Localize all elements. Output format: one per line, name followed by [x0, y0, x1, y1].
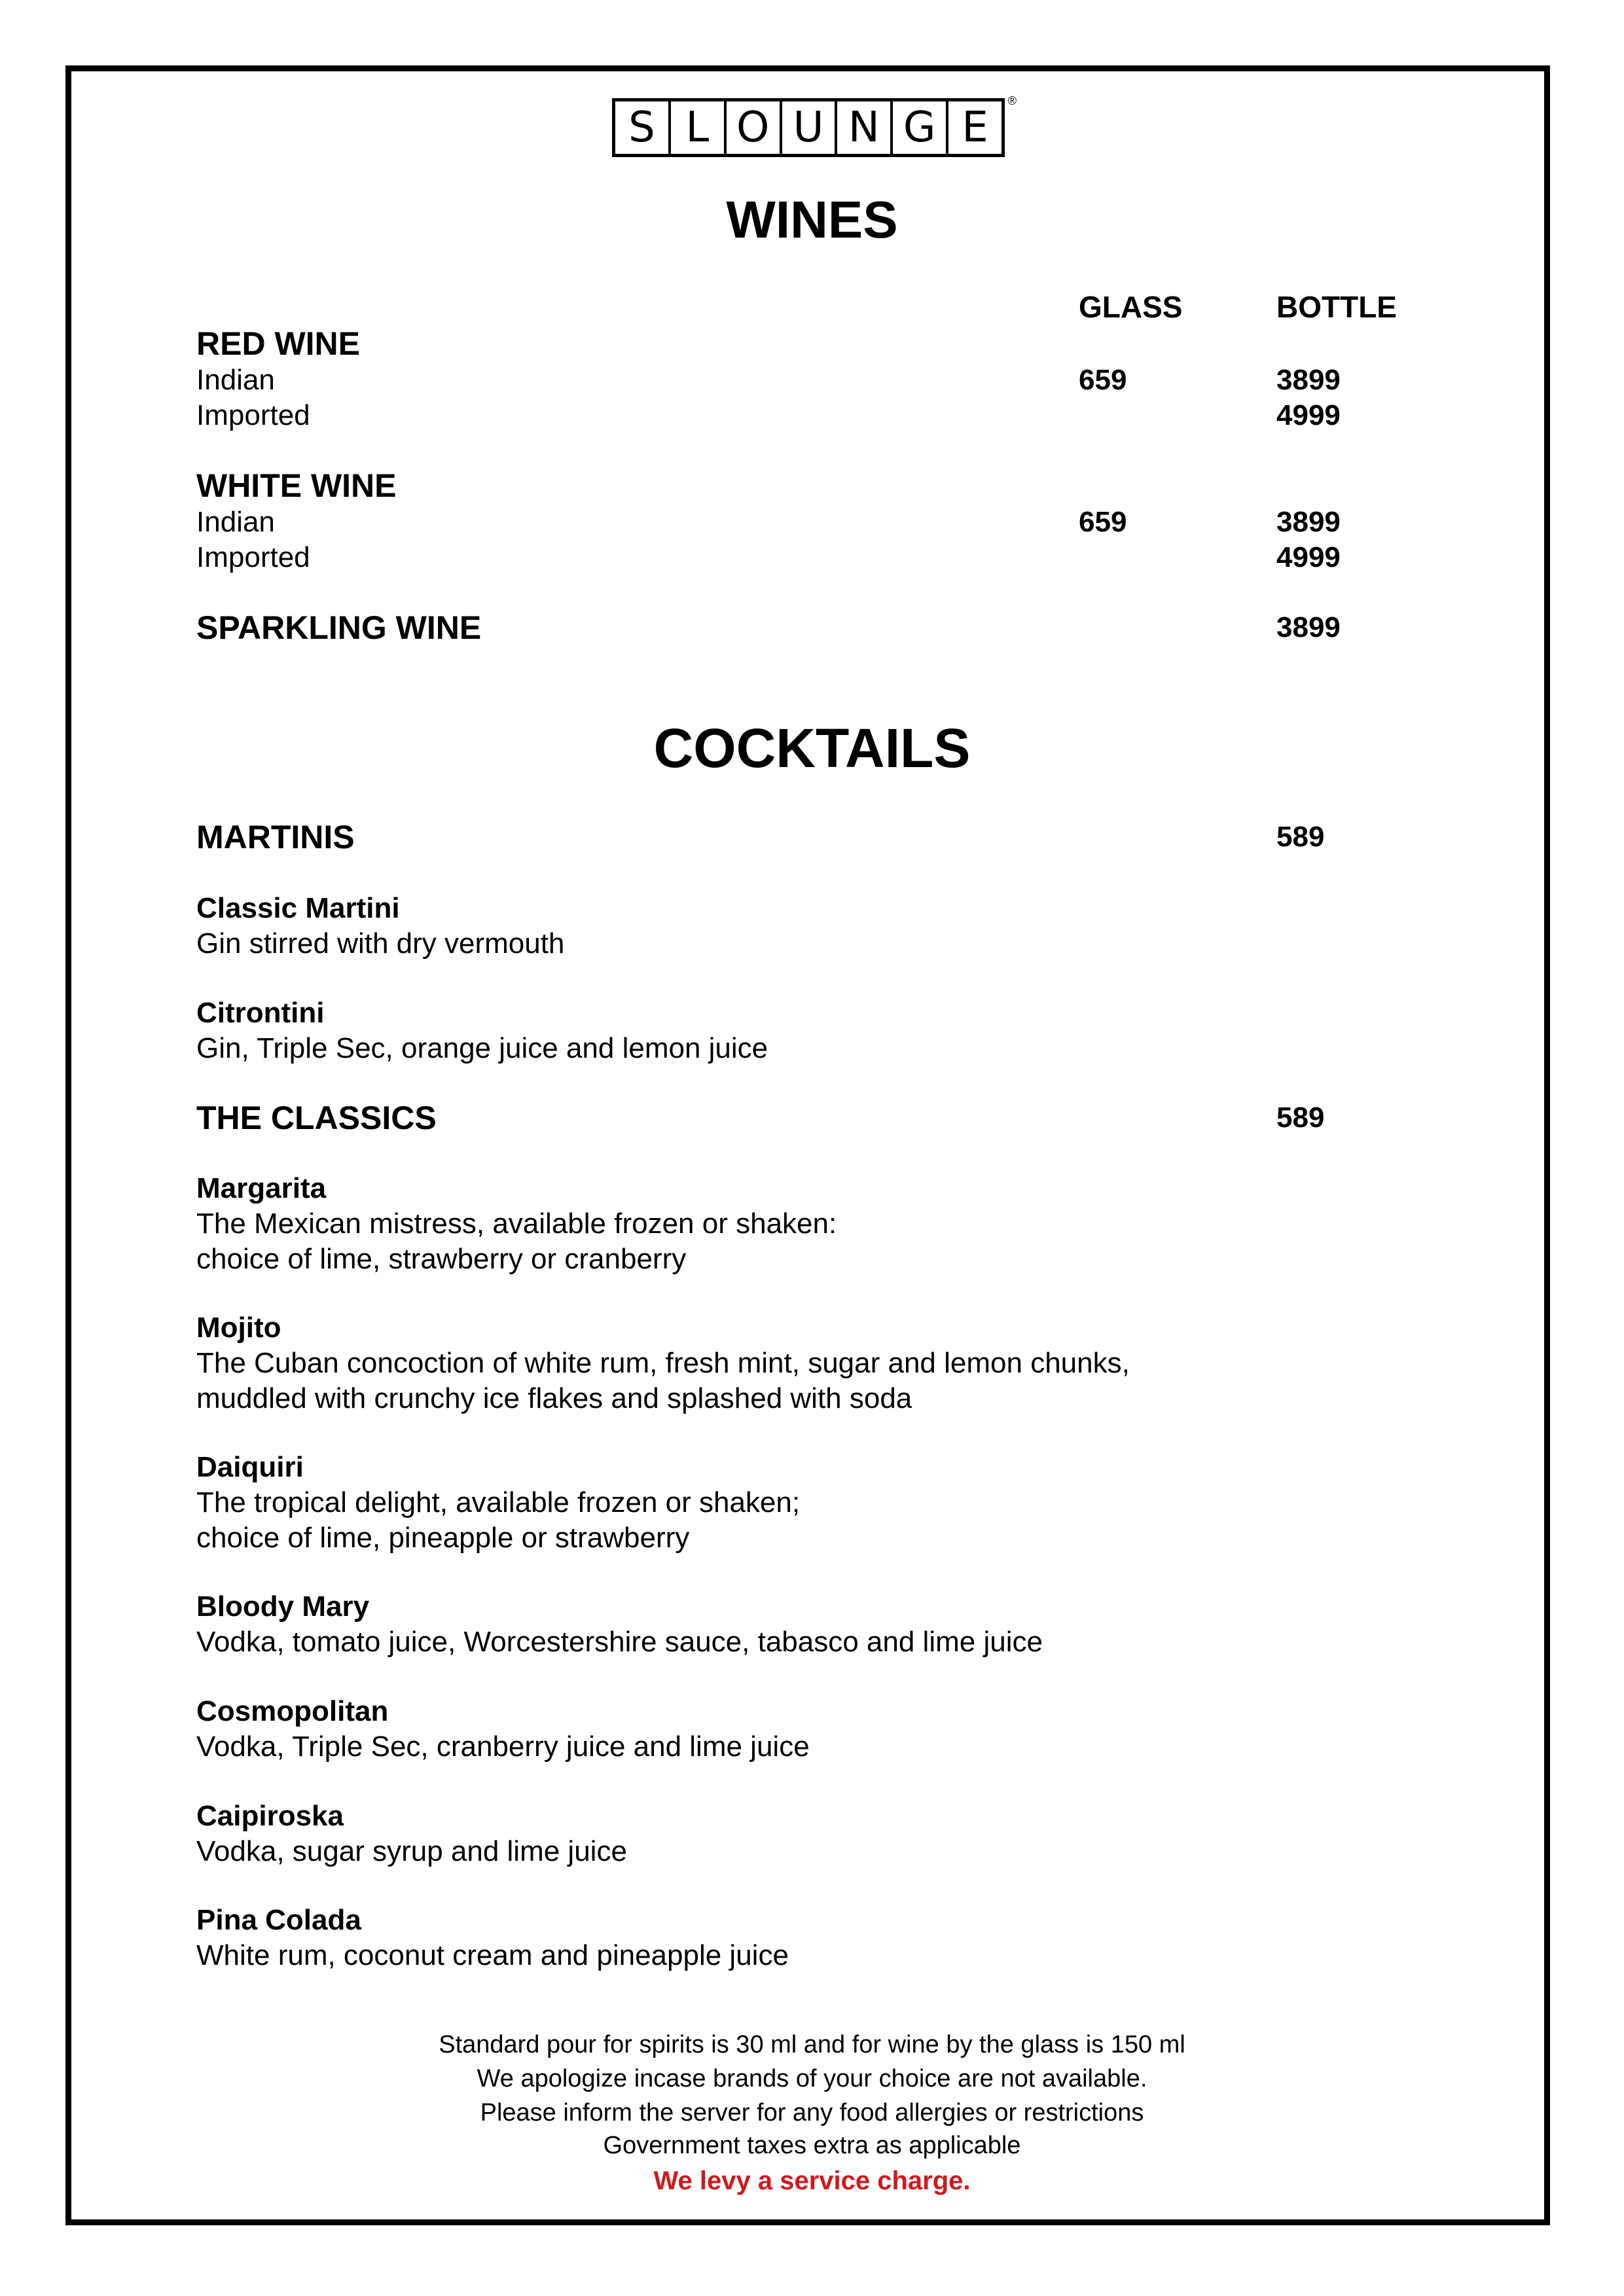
cocktail-description: Vodka, Triple Sec, cranberry juice and lime juice	[196, 1731, 810, 1763]
cocktail-name: Daiquiri	[196, 1451, 304, 1483]
sparkling-wine-category: SPARKLING WINE	[196, 609, 482, 646]
sparkling-wine-bottle-price: 3899	[1276, 611, 1341, 643]
the-classics-category: THE CLASSICS	[196, 1100, 437, 1136]
cocktail-name: Caipiroska	[196, 1800, 344, 1832]
logo-letter: N	[837, 101, 893, 154]
red-wine-indian-bottle-price: 3899	[1276, 364, 1341, 396]
logo-letter: L	[671, 101, 727, 154]
martinis-category: MARTINIS	[196, 819, 355, 855]
footer-service-charge: We levy a service charge.	[653, 2166, 971, 2195]
cocktail-description: The Mexican mistress, available frozen or shaken:	[196, 1208, 837, 1240]
red-wine-category: RED WINE	[196, 325, 360, 362]
cocktail-name: Pina Colada	[196, 1904, 361, 1936]
white-wine-imported: Imported	[196, 541, 310, 573]
registered-mark: ®	[1007, 94, 1017, 107]
cocktail-name: Mojito	[196, 1312, 281, 1344]
cocktails-heading: COCKTAILS	[653, 717, 971, 779]
logo-letter: S	[615, 101, 671, 154]
cocktail-description: choice of lime, pineapple or strawberry	[196, 1522, 690, 1554]
bottle-column-header: BOTTLE	[1276, 290, 1397, 324]
cocktail-name: Classic Martini	[196, 892, 400, 924]
martinis-price: 589	[1276, 821, 1325, 853]
logo-letter-boxes	[612, 98, 1005, 157]
footer-pour-note: Standard pour for spirits is 30 ml and for wine by the glass is 150 ml	[439, 2031, 1185, 2058]
cocktail-name: Cosmopolitan	[196, 1695, 389, 1727]
red-wine-indian: Indian	[196, 364, 275, 396]
cocktail-description: The Cuban concoction of white rum, fresh mint, sugar and lemon chunks,	[196, 1347, 1130, 1379]
logo-letter: O	[727, 101, 782, 154]
white-wine-indian: Indian	[196, 506, 275, 538]
red-wine-imported-bottle-price: 4999	[1276, 399, 1341, 431]
white-wine-imported-bottle-price: 4999	[1276, 541, 1341, 573]
cocktail-description: Gin, Triple Sec, orange juice and lemon juice	[196, 1032, 768, 1064]
cocktail-name: Margarita	[196, 1172, 327, 1204]
footer-allergy-note: Please inform the server for any food allergies or restrictions	[480, 2099, 1144, 2126]
slounge-logo	[612, 94, 1017, 157]
cocktail-description: White rum, coconut cream and pineapple juice	[196, 1939, 789, 1971]
logo-letter: G	[893, 101, 948, 154]
wines-heading: WINES	[726, 190, 898, 249]
red-wine-indian-glass-price: 659	[1079, 364, 1127, 396]
cocktail-description: Gin stirred with dry vermouth	[196, 927, 565, 960]
cocktail-description: The tropical delight, available frozen or shaken;	[196, 1486, 801, 1518]
glass-column-header: GLASS	[1079, 290, 1183, 324]
cocktail-description: choice of lime, strawberry or cranberry	[196, 1243, 687, 1275]
cocktail-description: muddled with crunchy ice flakes and splashed with soda	[196, 1382, 912, 1414]
the-classics-price: 589	[1276, 1102, 1325, 1134]
cocktail-description: Vodka, sugar syrup and lime juice	[196, 1835, 627, 1867]
footer-tax-note: Government taxes extra as applicable	[603, 2132, 1021, 2159]
cocktail-name: Citrontini	[196, 997, 325, 1029]
logo-letter: E	[962, 103, 988, 152]
cocktail-description: Vodka, tomato juice, Worcestershire sauce, tabasco and lime juice	[196, 1626, 1043, 1658]
cocktail-name: Bloody Mary	[196, 1590, 370, 1623]
white-wine-indian-glass-price: 659	[1079, 506, 1127, 538]
red-wine-imported: Imported	[196, 399, 310, 431]
logo-letter: U	[782, 101, 838, 154]
footer-brand-note: We apologize incase brands of your choice are not available.	[477, 2065, 1147, 2092]
white-wine-category: WHITE WINE	[196, 467, 397, 504]
white-wine-indian-bottle-price: 3899	[1276, 506, 1341, 538]
